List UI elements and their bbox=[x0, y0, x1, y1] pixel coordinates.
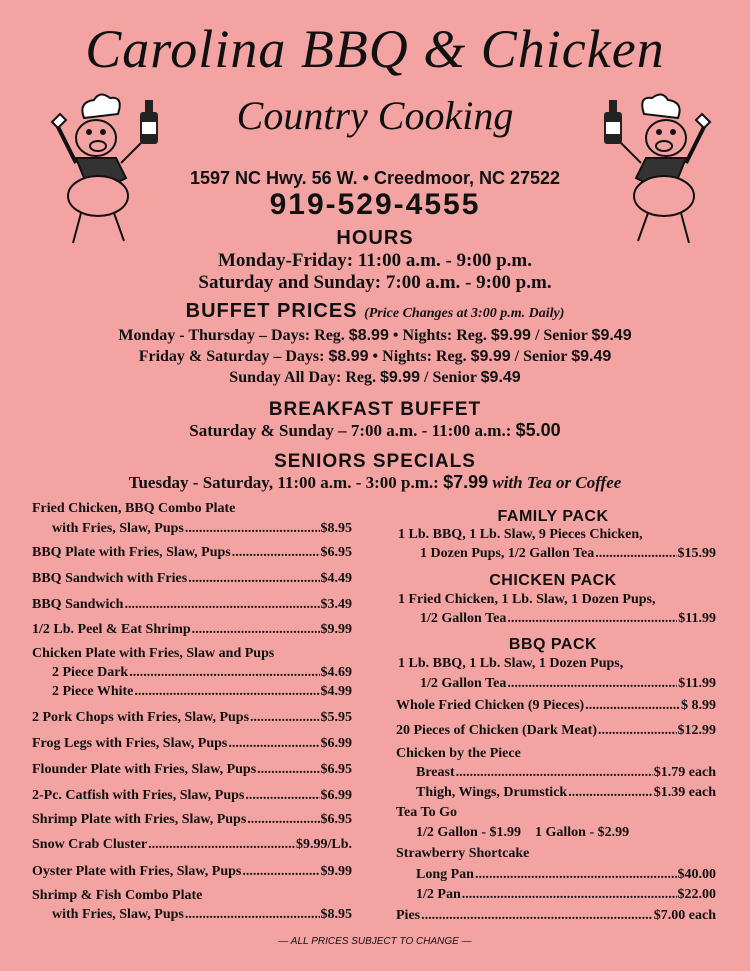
shortcake-heading: Strawberry Shortcake bbox=[396, 846, 530, 861]
menu-item bbox=[420, 611, 716, 627]
seniors-hours: Tuesday - Saturday, 11:00 a.m. - 3:00 p.m.: bbox=[128, 473, 439, 492]
menu-item-label: with Fries, Slaw, Pups bbox=[52, 907, 184, 922]
bbq-pack-line1: 1 Lb. BBQ, 1 Lb. Slaw, 1 Dozen Pups, bbox=[398, 656, 624, 671]
menu-item-price: $6.95 bbox=[320, 812, 352, 827]
buffet-heading-text: BUFFET PRICES bbox=[185, 300, 358, 322]
buffet-line-label: Monday - Thursday – Days: Reg. bbox=[118, 327, 345, 344]
menu-item bbox=[52, 907, 352, 923]
menu-item-label: Oyster Plate with Fries, Slaw, Pups bbox=[32, 864, 242, 879]
menu-item bbox=[396, 698, 716, 714]
seniors-line bbox=[0, 472, 750, 493]
hours-weekdays: Monday-Friday: 11:00 a.m. - 9:00 p.m. bbox=[217, 250, 532, 271]
menu-item-label: with Fries, Slaw, Pups bbox=[52, 521, 184, 536]
menu-item bbox=[32, 571, 352, 587]
buffet-night-price: $9.99 bbox=[490, 327, 531, 344]
menu-item bbox=[32, 864, 352, 880]
menu-item-price: $12.99 bbox=[677, 723, 716, 738]
bbq-pack-heading: BBQ PACK bbox=[508, 636, 598, 653]
menu-item-price: $4.99 bbox=[320, 684, 352, 699]
menu-item bbox=[52, 684, 352, 700]
buffet-line-mon-thu bbox=[0, 327, 750, 345]
breakfast-heading: BREAKFAST BUFFET bbox=[268, 399, 482, 420]
menu-item-label: 2 Piece Dark bbox=[52, 665, 129, 680]
hours-weekend: Saturday and Sunday: 7:00 a.m. - 9:00 p.m. bbox=[198, 272, 552, 293]
buffet-line-fri-sat bbox=[0, 348, 750, 366]
menu-item bbox=[52, 521, 352, 537]
buffet-senior-price: $9.49 bbox=[591, 327, 632, 344]
menu-item bbox=[52, 665, 352, 681]
chicken-by-piece-heading: Chicken by the Piece bbox=[396, 746, 521, 761]
menu-item-price: $11.99 bbox=[678, 611, 716, 626]
seniors-note: with Tea or Coffee bbox=[492, 473, 622, 492]
buffet-day-price: $8.99 bbox=[328, 348, 369, 365]
menu-item-price: $1.79 each bbox=[653, 765, 716, 780]
menu-item-label: Breast bbox=[416, 765, 455, 780]
menu-item-price: $9.99/Lb. bbox=[295, 837, 352, 852]
menu-item bbox=[420, 546, 716, 562]
phone-number: 919-529-4555 bbox=[269, 188, 481, 221]
breakfast-hours: Saturday & Sunday – 7:00 a.m. - 11:00 a.m.: bbox=[189, 421, 512, 440]
menu-item-price: $8.95 bbox=[320, 907, 352, 922]
menu-item bbox=[32, 812, 352, 828]
menu-item bbox=[416, 887, 716, 903]
menu-item-price: $6.95 bbox=[320, 762, 352, 777]
buffet-senior-price: $9.49 bbox=[571, 348, 612, 365]
menu-item bbox=[32, 622, 352, 638]
buffet-nights-label: • Nights: Reg. bbox=[388, 327, 487, 344]
menu-item-label: Pies bbox=[396, 908, 421, 923]
menu-item bbox=[396, 908, 716, 924]
breakfast-price: $5.00 bbox=[515, 420, 561, 440]
menu-item-label: Snow Crab Cluster bbox=[32, 837, 148, 852]
menu-item-price: $8.95 bbox=[320, 521, 352, 536]
chicken-pack-heading: CHICKEN PACK bbox=[489, 572, 617, 589]
menu-item bbox=[416, 785, 716, 801]
price-disclaimer: — ALL PRICES SUBJECT TO CHANGE — bbox=[278, 936, 472, 947]
menu-item-price: $22.00 bbox=[677, 887, 716, 902]
buffet-reg-price: $9.99 bbox=[380, 369, 421, 386]
menu-item-label: 2 Piece White bbox=[52, 684, 134, 699]
menu-item bbox=[416, 867, 716, 883]
menu-item-label: 1/2 Pan bbox=[416, 887, 461, 902]
menu-item-label: Frog Legs with Fries, Slaw, Pups bbox=[32, 736, 228, 751]
buffet-night-price: $9.99 bbox=[470, 348, 511, 365]
buffet-nights-label: • Nights: Reg. bbox=[368, 348, 467, 365]
menu-item bbox=[32, 597, 352, 613]
menu-item-label: 2 Pork Chops with Fries, Slaw, Pups bbox=[32, 710, 250, 725]
menu-item bbox=[416, 765, 716, 781]
menu-item-label: Shrimp Plate with Fries, Slaw, Pups bbox=[32, 812, 247, 827]
menu-item-price: $4.69 bbox=[320, 665, 352, 680]
buffet-line-label: Sunday All Day: Reg. bbox=[229, 369, 376, 386]
restaurant-title: Carolina BBQ & Chicken bbox=[85, 19, 665, 79]
menu-item bbox=[32, 837, 352, 853]
family-pack-heading: FAMILY PACK bbox=[497, 508, 609, 525]
buffet-price-note: (Price Changes at 3:00 p.m. Daily) bbox=[364, 306, 565, 321]
menu-item bbox=[32, 710, 352, 726]
buffet-senior-label: / Senior bbox=[420, 369, 477, 386]
menu-item-label: Flounder Plate with Fries, Slaw, Pups bbox=[32, 762, 257, 777]
buffet-day-price: $8.99 bbox=[348, 327, 389, 344]
menu-item-price: $7.00 each bbox=[653, 908, 716, 923]
menu-item bbox=[32, 736, 352, 752]
menu-item-price: $1.39 each bbox=[653, 785, 716, 800]
menu-item-price: $ 8.99 bbox=[681, 698, 716, 713]
menu-item-price: $9.99 bbox=[320, 864, 352, 879]
menu-item-price: $6.95 bbox=[320, 545, 352, 560]
menu-item-title: Shrimp & Fish Combo Plate bbox=[32, 888, 203, 903]
menu-item-label: Whole Fried Chicken (9 Pieces) bbox=[396, 698, 585, 713]
buffet-line-label: Friday & Saturday – Days: bbox=[138, 348, 325, 365]
menu-item-title: Fried Chicken, BBQ Combo Plate bbox=[32, 501, 236, 516]
buffet-senior-price: $9.49 bbox=[480, 369, 521, 386]
buffet-senior-label: / Senior bbox=[530, 327, 588, 344]
buffet-senior-label: / Senior bbox=[510, 348, 568, 365]
menu-item bbox=[32, 762, 352, 778]
menu-item-label: 1/2 Gallon Tea bbox=[420, 611, 507, 626]
menu-item-label: Thigh, Wings, Drumstick bbox=[416, 785, 568, 800]
menu-item-label: 1 Dozen Pups, 1/2 Gallon Tea bbox=[420, 546, 595, 561]
menu-item bbox=[420, 676, 716, 692]
menu-item-price: $40.00 bbox=[677, 867, 716, 882]
menu-item-title: Chicken Plate with Fries, Slaw and Pups bbox=[32, 646, 275, 661]
seniors-heading: SENIORS SPECIALS bbox=[274, 451, 476, 472]
buffet-line-sunday bbox=[0, 369, 750, 387]
menu-item-label: 20 Pieces of Chicken (Dark Meat) bbox=[396, 723, 598, 738]
family-pack-line1: 1 Lb. BBQ, 1 Lb. Slaw, 9 Pieces Chicken, bbox=[398, 527, 643, 542]
menu-item-label: 1/2 Gallon Tea bbox=[420, 676, 507, 691]
chicken-pack-line1: 1 Fried Chicken, 1 Lb. Slaw, 1 Dozen Pups, bbox=[398, 592, 656, 607]
menu-item bbox=[32, 788, 352, 804]
menu-item-price: $3.49 bbox=[320, 597, 352, 612]
menu-item bbox=[32, 545, 352, 561]
restaurant-subtitle: Country Cooking bbox=[236, 93, 514, 138]
menu-item-price: $4.49 bbox=[320, 571, 352, 586]
menu-item-price: $5.95 bbox=[320, 710, 352, 725]
menu-item-price: $6.99 bbox=[320, 788, 352, 803]
address: 1597 NC Hwy. 56 W. • Creedmoor, NC 27522 bbox=[189, 168, 561, 188]
buffet-heading bbox=[0, 300, 750, 323]
tea-to-go-prices: 1/2 Gallon - $1.99 1 Gallon - $2.99 bbox=[416, 825, 630, 840]
seniors-price: $7.99 bbox=[443, 472, 489, 492]
menu-item-label: 2-Pc. Catfish with Fries, Slaw, Pups bbox=[32, 788, 245, 803]
breakfast-line bbox=[0, 420, 750, 441]
tea-to-go-heading: Tea To Go bbox=[396, 805, 457, 820]
menu-item-price: $15.99 bbox=[677, 546, 716, 561]
menu-item-price: $6.99 bbox=[320, 736, 352, 751]
menu-item-label: BBQ Sandwich bbox=[32, 597, 124, 612]
menu-item-label: Long Pan bbox=[416, 867, 474, 882]
menu-item-label: BBQ Sandwich with Fries bbox=[32, 571, 188, 586]
menu-item bbox=[396, 723, 716, 739]
menu-item-price: $9.99 bbox=[320, 622, 352, 637]
hours-heading: HOURS bbox=[336, 227, 414, 249]
menu-item-label: 1/2 Lb. Peel & Eat Shrimp bbox=[32, 622, 191, 637]
menu-item-label: BBQ Plate with Fries, Slaw, Pups bbox=[32, 545, 231, 560]
menu-item-price: $11.99 bbox=[678, 676, 716, 691]
